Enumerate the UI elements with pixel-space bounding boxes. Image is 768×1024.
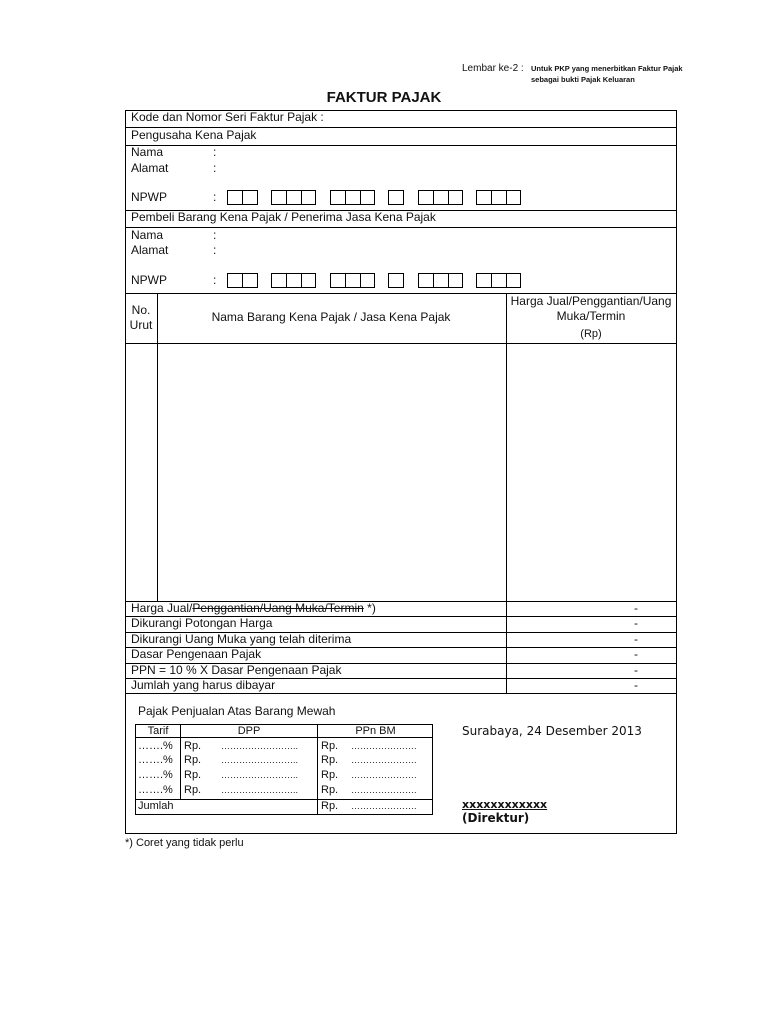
col-no-line1: No. [131,303,151,317]
lembar-note-line2: sebagai bukti Pajak Keluaran [531,75,635,84]
ppnbm-total-row [136,799,432,813]
divider [126,145,676,146]
lembar-label: Lembar ke-2 : [462,63,524,74]
signer-position: (Direktur) [462,811,530,825]
seller-alamat-colon: : [213,161,217,175]
ppnbm-rp: Rp. [184,769,202,781]
buyer-heading: Pembeli Barang Kena Pajak / Penerima Jasa Kena Pajak [131,210,436,224]
col-no-urut [126,303,156,333]
ppnbm-row [136,783,432,797]
ppnbm-dots: …………………. [351,770,417,780]
ppnbm-row [136,739,432,753]
lembar-note-line1: Untuk PKP yang menerbitkan Faktur Pajak [531,64,683,73]
divider [126,343,676,344]
ppnbm-dots: …………………. [351,785,417,795]
divider [126,693,676,694]
summary-value: - [634,647,638,661]
lembar-note [531,63,691,85]
buyer-npwp-label: NPWP [131,273,167,287]
col-no-line2: Urut [129,318,153,332]
summary-label-harga-jual: Harga Jual/Penggantian/Uang Muka/Termin *) [131,601,376,615]
col-harga-line1: Harga Jual/Penggantian/Uang [510,294,672,308]
ppnbm-rp: Rp. [321,740,339,752]
ppnbm-row [136,753,432,767]
ppnbm-rp: Rp. [321,754,339,766]
summary-value: - [634,632,638,646]
seller-npwp-colon: : [213,190,217,204]
ppnbm-dots: …………………….. [221,785,299,795]
ppnbm-table [135,724,433,815]
document-title: FAKTUR PAJAK [326,89,442,106]
seller-nama-colon: : [213,145,217,159]
column-divider [157,293,158,601]
signer-name: xxxxxxxxxxxx [462,798,548,811]
ppnbm-dots: …………………….. [221,770,299,780]
ppnbm-rp: Rp. [321,769,339,781]
ppnbm-col-ppnbm: PPn BM [355,725,396,737]
buyer-nama-colon: : [213,228,217,242]
summary-value: - [634,601,638,615]
col-harga-unit: (Rp) [580,328,602,340]
summary-value: - [634,616,638,630]
summary-label-uang-muka: Dikurangi Uang Muka yang telah diterima [131,632,352,646]
seller-nama-label: Nama [131,145,164,159]
ppnbm-rp: Rp. [321,784,339,796]
buyer-alamat-colon: : [213,243,217,257]
footnote: *) Coret yang tidak perlu [125,837,244,849]
place-date: Surabaya, 24 Desember 2013 [462,724,642,738]
summary-value: - [634,663,638,677]
summary-label-potongan: Dikurangi Potongan Harga [131,616,273,630]
col-harga [506,294,676,342]
kode-seri-label: Kode dan Nomor Seri Faktur Pajak : [131,110,324,124]
ppnbm-rp: Rp. [184,784,202,796]
ppnbm-heading: Pajak Penjualan Atas Barang Mewah [138,704,336,718]
col-harga-line2: Muka/Termin [556,309,626,323]
summary-label-dpp: Dasar Pengenaan Pajak [131,647,262,661]
ppnbm-rp: Rp. [184,754,202,766]
seller-heading: Pengusaha Kena Pajak [131,128,257,142]
ppnbm-tarif: …….% [138,754,173,766]
ppnbm-dots: …………………. [351,755,417,765]
col-nama-barang: Nama Barang Kena Pajak / Jasa Kena Pajak [211,310,451,324]
buyer-nama-label: Nama [131,228,164,242]
ppnbm-tarif: …….% [138,740,173,752]
ppnbm-tarif: …….% [138,769,173,781]
ppnbm-col-dpp: DPP [237,725,261,737]
seller-alamat-label: Alamat [131,161,169,175]
ppnbm-rp: Rp. [184,740,202,752]
ppnbm-dots: …………………. [351,741,417,751]
ppnbm-dots: …………………….. [221,755,299,765]
summary-label-ppn: PPN = 10 % X Dasar Pengenaan Pajak [131,663,342,677]
ppnbm-header-row [136,724,432,738]
buyer-alamat-label: Alamat [131,243,169,257]
ppnbm-jumlah-label: Jumlah [138,800,174,812]
ppnbm-dots: …………………. [351,801,417,811]
ppnbm-col-tarif: Tarif [147,725,169,737]
buyer-npwp-colon: : [213,273,217,287]
ppnbm-dots: …………………….. [221,741,299,751]
ppnbm-rp: Rp. [321,800,339,812]
ppnbm-row [136,768,432,782]
summary-label-jumlah: Jumlah yang harus dibayar [131,678,276,692]
divider [126,227,676,228]
seller-npwp-label: NPWP [131,190,167,204]
summary-value: - [634,678,638,692]
ppnbm-tarif: …….% [138,784,173,796]
